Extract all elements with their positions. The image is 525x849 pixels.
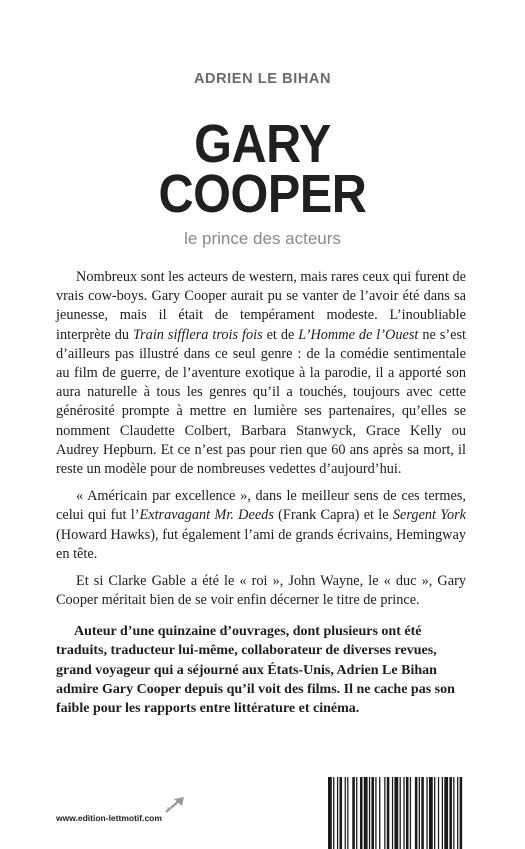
barcode-bar <box>347 777 348 849</box>
barcode-bar <box>345 777 346 849</box>
barcode-bar <box>410 777 411 849</box>
paragraph-1: Nombreux sont les acteurs de western, mais rares ceux qui furent de vrais cow-boys. Gary Cooper aurait pu se vanter de l’avoir été dans sa jeunesse, mais il était de tempérament modeste. L’inoubliable interprète du Train sifflera trois fois et de L’Homme de l’Ouest ne s’est d’ailleurs pas illustré dans ce seul genre : de la comédie sentimentale au film de guerre, de l’aventure exotique à la parodie, il a apporté son aura naturelle à tous les genres qu’il a touchés, toujours avec cette générosité prompte à mettre en lumière ses partenaires, qu’elles se nomment Claudette Colbert, Barbara Stanwyck, Grace Kelly ou Audrey Hepburn. Et ce n’est pas pour rien que 60 ans après sa mort, il reste un modèle pour de nombreuses vedettes d’aujourd’hui. <box>56 269 466 478</box>
barcode-bar <box>369 777 370 849</box>
barcode-bar <box>406 777 409 849</box>
barcode-bar <box>340 777 343 849</box>
blurb-body <box>56 268 466 618</box>
barcode-bar <box>442 777 443 849</box>
barcode-bar <box>449 777 452 849</box>
arrow-logo-icon <box>163 795 187 815</box>
author-name: ADRIEN LE BIHAN <box>193 71 332 87</box>
barcode-bar <box>328 777 332 849</box>
barcode-bar <box>426 777 427 849</box>
subtitle: le prince des acteurs <box>184 229 341 248</box>
barcode-bar <box>434 777 435 849</box>
barcode-bar <box>429 777 433 849</box>
barcode-bar <box>403 777 404 849</box>
barcode-bar <box>337 777 338 849</box>
barcode-bar <box>444 777 448 849</box>
barcode-bar <box>392 777 393 849</box>
barcode-bar <box>379 777 380 849</box>
barcode-bar <box>460 777 463 849</box>
title-line-1: GARY <box>194 114 331 174</box>
paragraph-2: « Américain par excellence », dans le meilleur sens de ces termes, celui qui fut l’Extravagant Mr. Deeds (Frank Capra) et le Sergent York (Howard Hawks), fut également l’ami de grands écrivains, Hemingway en tête. <box>56 488 466 562</box>
barcode-bar <box>387 777 390 849</box>
barcode-bar <box>394 777 398 849</box>
publisher-website[interactable]: www.edition-lettmotif.com <box>56 813 162 823</box>
barcode <box>324 777 470 849</box>
author-bio: Auteur d’une quinzaine d’ouvrages, dont plusieurs ont été traduits, traducteur lui-même, collaborateur de diverses revues, grand voyageur qui a séjourné aux États-Unis, Adrien Le Bihan admire Gary Cooper depuis qu’il voit des films. Il ne cache pas son faible pour les rapports entre littérature et cinéma. <box>56 624 455 717</box>
barcode-bar <box>400 777 401 849</box>
barcode-bar <box>421 777 424 849</box>
barcode-bar <box>364 777 368 849</box>
barcode-bar <box>419 777 420 849</box>
barcode-bar <box>384 777 385 849</box>
barcode-bar <box>438 777 439 849</box>
barcode-bar <box>453 777 454 849</box>
barcode-bar <box>352 777 355 849</box>
barcode-bar <box>457 777 458 849</box>
paragraph-3: Et si Clarke Gable a été le « roi », John Wayne, le « duc », Gary Cooper méritait bien de se voir enfin décerner le titre de prince. <box>56 573 466 609</box>
barcode-bar <box>333 777 334 849</box>
barcode-bar <box>375 777 376 849</box>
barcode-bar <box>356 777 357 849</box>
title-line-2: COOPER <box>158 164 367 224</box>
barcode-bar <box>360 777 363 849</box>
barcode-bar <box>371 777 374 849</box>
barcode-bar <box>415 777 418 849</box>
